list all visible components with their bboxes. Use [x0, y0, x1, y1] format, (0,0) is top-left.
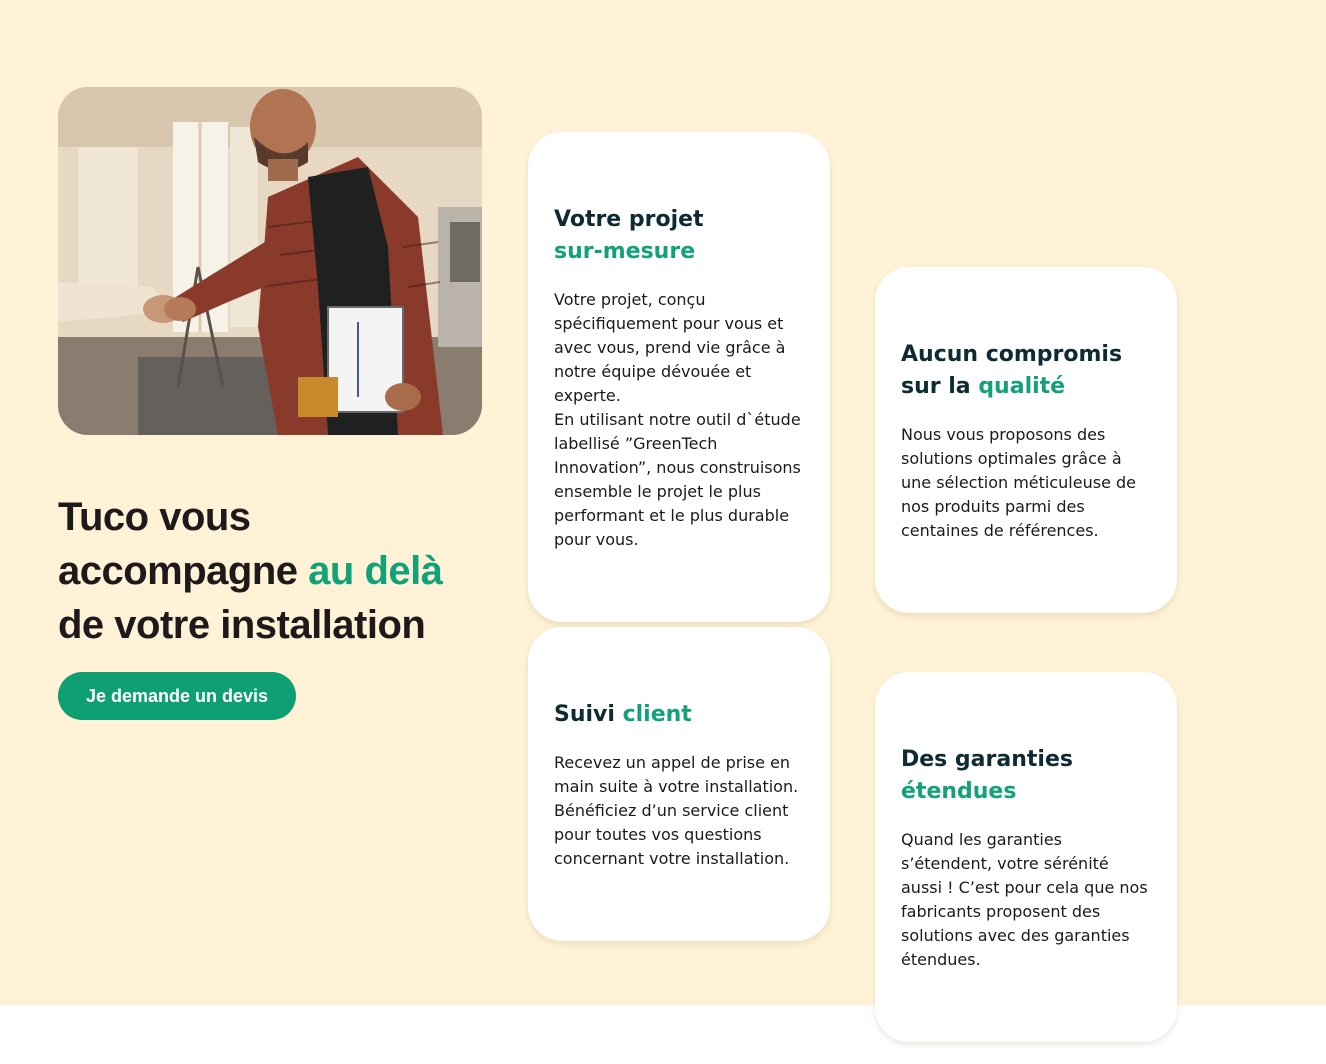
- page-title-accent: au delà: [308, 549, 443, 593]
- card-body: Nous vous proposons des solutions optimales grâce à une sélection méticuleuse de nos produits parmi des centaines de références.: [901, 425, 1136, 540]
- card-title-accent: sur-mesure: [554, 239, 696, 264]
- card-title: [901, 744, 1151, 808]
- page-title: [58, 490, 498, 652]
- card-title-accent: qualité: [978, 374, 1066, 399]
- feature-card-extended-warranties: [875, 672, 1177, 1042]
- page-title-part1: Tuco vous accompagne: [58, 495, 309, 593]
- card-title-accent: étendues: [901, 779, 1017, 804]
- card-title-main: Suivi: [554, 702, 623, 727]
- card-body: Votre projet, conçu spécifiquement pour vous et avec vous, prend vie grâce à notre équipe dévouée et experte. En utilisant notre outil d`étude labellisé ”GreenTech Innovation”, nous construisons ensemble le projet le plus performant et le plus durable pour vous.: [554, 290, 801, 549]
- card-title-main: Des garanties: [901, 747, 1073, 772]
- card-title: [901, 339, 1151, 403]
- card-title: [554, 204, 804, 268]
- card-body: Recevez un appel de prise en main suite à votre installation. Bénéficiez d’un service client pour toutes vos questions concernant votre installation.: [554, 753, 799, 868]
- request-quote-button[interactable]: Je demande un devis: [58, 672, 296, 720]
- card-title-accent: client: [622, 702, 692, 727]
- card-title-main: Votre projet: [554, 207, 704, 232]
- card-title-main: Aucun compromis sur la: [901, 342, 1123, 399]
- card-body: Quand les garanties s’étendent, votre sérénité aussi ! C’est pour cela que nos fabricants proposent des solutions avec des garanties étendues.: [901, 830, 1148, 969]
- card-title: [554, 699, 804, 731]
- feature-card-custom-project: [528, 132, 830, 622]
- hero-photo: [58, 87, 482, 435]
- handshake-photo-illustration: [58, 87, 482, 435]
- feature-card-quality: [875, 267, 1177, 613]
- feature-card-customer-follow-up: [528, 627, 830, 941]
- page-title-part2: de votre installation: [58, 603, 426, 647]
